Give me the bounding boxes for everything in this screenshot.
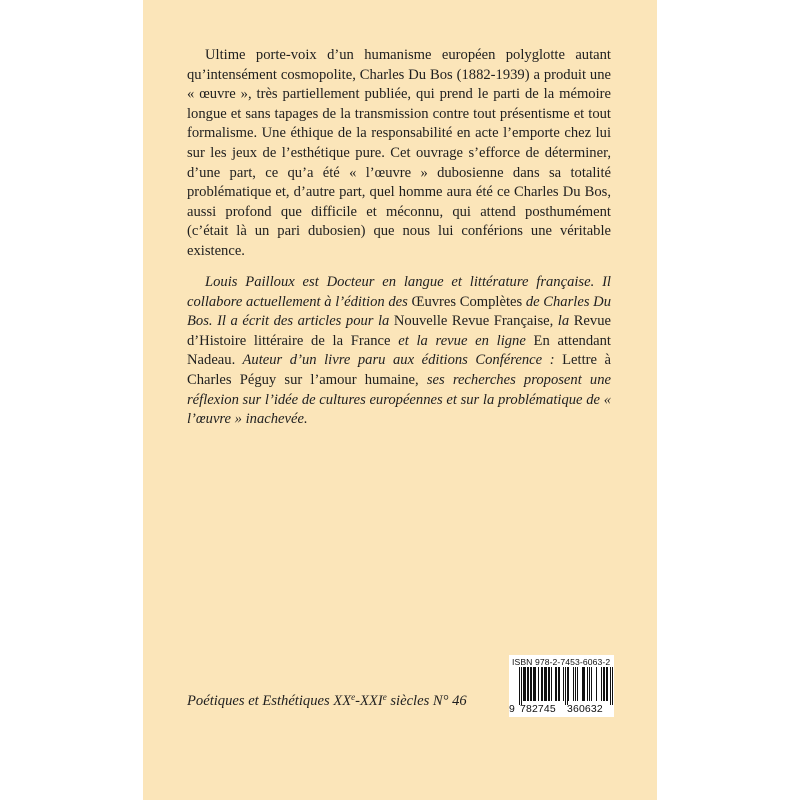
author-bio-paragraph — [187, 273, 611, 430]
series-sup: e — [351, 692, 356, 702]
series-prefix: Poétiques et Esthétiques XX — [187, 693, 352, 709]
barcode-bar — [577, 667, 578, 701]
bio-title: Lettre à Charles Péguy sur l’amour humaine, — [187, 352, 612, 388]
series-sup: e — [382, 692, 387, 702]
barcode-bar — [565, 667, 566, 705]
barcode-bar — [601, 667, 602, 701]
series-line — [187, 692, 467, 710]
barcode-bar — [548, 667, 550, 701]
barcode-bar — [541, 667, 543, 701]
barcode-bar — [603, 667, 605, 701]
bio-text: Auteur d’un livre paru aux éditions Conférence : — [235, 352, 563, 369]
bio-text: ses recherches proposent une réflexion sur l’idée de cultures européennes et sur la problématique de « l’œuvre » inachevée. — [187, 371, 611, 428]
barcode-bar — [591, 667, 592, 701]
series-suffix: siècles N° 46 — [386, 693, 467, 709]
barcode-bar — [589, 667, 590, 701]
barcode-bar — [544, 667, 547, 701]
bio-text: Louis Pailloux est Docteur en langue et littérature française. Il collabore actuellement à l’édition des — [187, 274, 611, 310]
barcode-bars — [509, 667, 614, 705]
barcode-bar — [610, 667, 611, 705]
bio-text: de Charles Du Bos. Il a écrit des articles pour la — [187, 293, 611, 330]
barcode-bar — [606, 667, 608, 701]
series-mid: -XXI — [355, 693, 383, 709]
bio-title: Revue d’Histoire littéraire de la France — [187, 313, 611, 349]
barcode-bar — [573, 667, 574, 701]
bio-text: la — [553, 313, 574, 330]
ean-right-group: 360632 — [567, 704, 603, 715]
barcode-bar — [530, 667, 532, 701]
isbn-label: ISBN 978-2-7453-6063-2 — [512, 657, 611, 667]
barcode-bar — [533, 667, 536, 701]
barcode-bar — [568, 667, 569, 701]
barcode-bar — [555, 667, 557, 701]
barcode-bar — [538, 667, 539, 701]
barcode-bar — [575, 667, 576, 701]
isbn-barcode — [509, 655, 614, 717]
bio-title: Œuvres Complètes — [411, 293, 523, 310]
barcode-bar — [612, 667, 613, 705]
ean-left-group: 782745 — [520, 704, 556, 715]
barcode-bar — [596, 667, 597, 701]
barcode-bar — [567, 667, 568, 705]
barcode-bar — [551, 667, 552, 701]
barcode-bar — [558, 667, 560, 701]
summary-paragraph: Ultime porte-voix d’un humanisme européen polyglotte autant qu’intensément cosmopolite, Charles Du Bos (1882-1939) a produit une « œuvre », très partiellement publiée, qui prend le parti de la mémoire longue et sans tapages de la transmission contre tout présentisme et tout formalisme. Une éthique de la responsabilité en acte l’emporte chez lui sur les jeux de l’esthétique pure. Cet ouvrage s’efforce de déterminer, d’une part, ce qu’a été « l’œuvre » dubosienne dans sa totalité problématique et, d’autre part, quel homme aura été ce Charles Du Bos, aussi profond que difficile et méconnu, qui attend posthumément (c’était là un pari dubosien) que nous lui conférions une véritable existence. — [187, 47, 611, 259]
bio-title: Nouvelle Revue Française, — [393, 313, 554, 330]
barcode-bar — [523, 667, 526, 701]
barcode-bar — [519, 667, 520, 705]
barcode-bar — [587, 667, 588, 701]
barcode-bar — [527, 667, 529, 701]
bio-title: En attendant Nadeau. — [187, 332, 611, 369]
bio-text: et la revue en ligne — [390, 332, 534, 349]
barcode-bar — [582, 667, 585, 701]
barcode-bar — [521, 667, 522, 705]
ean-first-digit: 9 — [509, 704, 515, 715]
barcode-bar — [563, 667, 564, 701]
